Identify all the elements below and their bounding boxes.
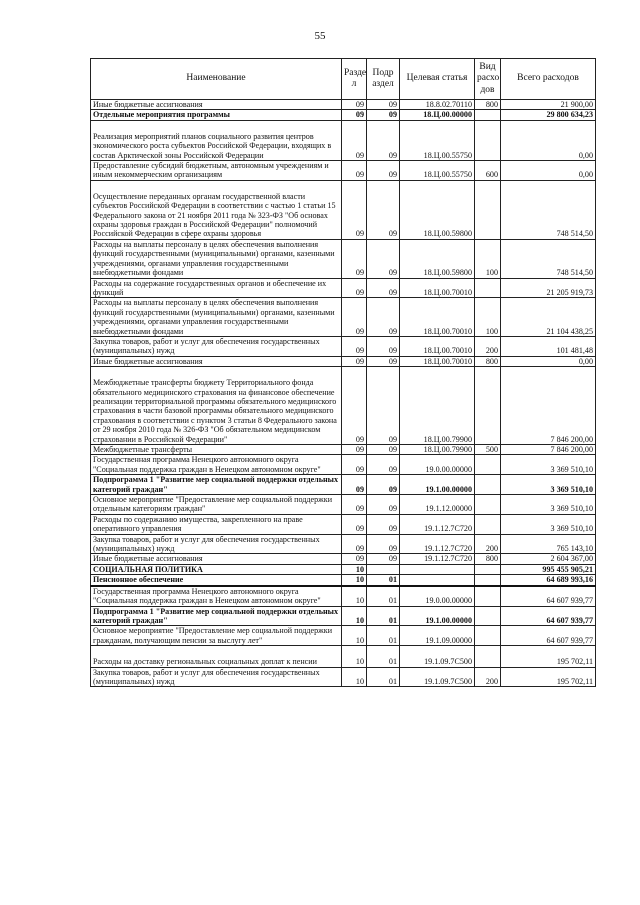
cell-article: 19.1.12.7C720 — [400, 534, 475, 554]
header-total: Всего расходов — [501, 59, 596, 100]
cell-subsection: 09 — [367, 278, 400, 298]
cell-section: 09 — [342, 336, 367, 356]
cell-name: Осуществление переданных органам государственной власти субъектов Российской Федерации в соответствии с частью 1 статьи 15 Федерального закона от 21 ноября 2011 года № 323-ФЗ "Об основах охраны здоровья граждан в Российской Федерации" полномочий Российской Федерации в сфере охраны здоровья — [91, 180, 342, 239]
table-row — [91, 298, 596, 337]
cell-section: 09 — [342, 180, 367, 239]
cell-kind: 200 — [475, 336, 501, 356]
cell-article — [400, 575, 475, 586]
cell-subsection: 09 — [367, 367, 400, 445]
cell-kind: 800 — [475, 100, 501, 110]
table-row — [91, 586, 596, 606]
cell-name: Закупка товаров, работ и услуг для обеспечения государственных (муниципальных) нужд — [91, 336, 342, 356]
cell-total: 3 369 510,10 — [501, 514, 596, 534]
cell-name: Иные бюджетные ассигнования — [91, 100, 342, 110]
cell-article: 18.Ц.00.70010 — [400, 356, 475, 366]
cell-name: Закупка товаров, работ и услуг для обеспечения государственных (муниципальных) нужд — [91, 534, 342, 554]
table-row — [91, 445, 596, 455]
cell-subsection: 09 — [367, 445, 400, 455]
cell-section: 10 — [342, 606, 367, 626]
cell-section: 09 — [342, 161, 367, 181]
table-row — [91, 564, 596, 574]
cell-article: 18.Ц.00.70010 — [400, 278, 475, 298]
cell-article: 19.1.09.7C500 — [400, 646, 475, 667]
cell-section: 10 — [342, 564, 367, 574]
cell-total: 21 205 919,73 — [501, 278, 596, 298]
cell-subsection — [367, 564, 400, 574]
cell-total: 748 514,50 — [501, 180, 596, 239]
cell-subsection: 09 — [367, 534, 400, 554]
table-row — [91, 646, 596, 667]
cell-kind: 100 — [475, 298, 501, 337]
cell-total: 748 514,50 — [501, 239, 596, 278]
cell-article: 19.1.00.00000 — [400, 606, 475, 626]
cell-article: 18.Ц.00.55750 — [400, 120, 475, 160]
cell-kind — [475, 514, 501, 534]
cell-subsection: 09 — [367, 100, 400, 110]
cell-kind: 200 — [475, 534, 501, 554]
cell-section: 09 — [342, 298, 367, 337]
table-row — [91, 495, 596, 515]
cell-total: 7 846 200,00 — [501, 445, 596, 455]
cell-name: Иные бюджетные ассигнования — [91, 356, 342, 366]
cell-article — [400, 564, 475, 574]
cell-section: 10 — [342, 626, 367, 646]
cell-section: 10 — [342, 586, 367, 606]
cell-kind: 500 — [475, 445, 501, 455]
table-row — [91, 514, 596, 534]
table-row — [91, 534, 596, 554]
cell-subsection: 09 — [367, 180, 400, 239]
cell-total: 3 369 510,10 — [501, 455, 596, 475]
cell-name: Государственная программа Ненецкого автономного округа "Социальная поддержка граждан в Ненецком автономном округе" — [91, 455, 342, 475]
cell-total: 64 607 939,77 — [501, 626, 596, 646]
cell-name: Основное мероприятие "Предоставление мер социальной поддержки отдельным категориям граждан" — [91, 495, 342, 515]
cell-total: 3 369 510,10 — [501, 475, 596, 495]
cell-name: Реализация мероприятий планов социального развития центров экономического роста субъектов Российской Федерации, входящих в состав Арктической зоны Российской Федерации — [91, 120, 342, 160]
cell-total: 21 900,00 — [501, 100, 596, 110]
cell-name: Предоставление субсидий бюджетным, автономным учреждениям и иным некоммерческим организациям — [91, 161, 342, 181]
cell-article: 18.8.02.70110 — [400, 100, 475, 110]
cell-total: 64 607 939,77 — [501, 586, 596, 606]
cell-subsection: 01 — [367, 586, 400, 606]
cell-article: 19.0.00.00000 — [400, 455, 475, 475]
cell-article: 19.1.12.7C720 — [400, 514, 475, 534]
cell-total: 2 604 367,00 — [501, 554, 596, 564]
cell-subsection: 09 — [367, 514, 400, 534]
header-article: Целевая статья — [400, 59, 475, 100]
cell-article: 18.Ц.00.70010 — [400, 298, 475, 337]
cell-subsection: 09 — [367, 110, 400, 120]
cell-section: 09 — [342, 445, 367, 455]
cell-article: 19.1.12.7C720 — [400, 554, 475, 564]
page-number: 55 — [314, 30, 326, 42]
cell-kind — [475, 475, 501, 495]
cell-section: 09 — [342, 455, 367, 475]
cell-article: 19.1.12.00000 — [400, 495, 475, 515]
cell-kind — [475, 180, 501, 239]
cell-kind — [475, 495, 501, 515]
cell-subsection: 01 — [367, 626, 400, 646]
cell-subsection: 09 — [367, 356, 400, 366]
table-row — [91, 336, 596, 356]
cell-subsection: 09 — [367, 455, 400, 475]
cell-name: Государственная программа Ненецкого автономного округа "Социальная поддержка граждан в Ненецком автономном округе" — [91, 586, 342, 606]
cell-subsection: 09 — [367, 336, 400, 356]
table-body — [91, 100, 596, 687]
cell-subsection: 01 — [367, 646, 400, 667]
cell-total: 0,00 — [501, 161, 596, 181]
cell-name: Расходы на выплаты персоналу в целях обеспечения выполнения функций государственными (муниципальными) органами, казенными учреждениями, органами управления государственными внебюджетными фондами — [91, 239, 342, 278]
cell-section: 10 — [342, 646, 367, 667]
cell-subsection: 09 — [367, 554, 400, 564]
cell-section: 09 — [342, 100, 367, 110]
cell-subsection: 09 — [367, 161, 400, 181]
table-row — [91, 606, 596, 626]
cell-subsection: 09 — [367, 475, 400, 495]
cell-total: 195 702,11 — [501, 646, 596, 667]
cell-subsection: 01 — [367, 606, 400, 626]
cell-article: 19.1.09.7C500 — [400, 667, 475, 687]
cell-kind — [475, 278, 501, 298]
cell-name: Расходы на выплаты персоналу в целях обеспечения выполнения функций государственными (муниципальными) органами, казенными учреждениями, органами управления государственными внебюджетными фондами — [91, 298, 342, 337]
table-row — [91, 120, 596, 160]
cell-kind: 800 — [475, 554, 501, 564]
cell-name: Закупка товаров, работ и услуг для обеспечения государственных (муниципальных) нужд — [91, 667, 342, 687]
table-row — [91, 239, 596, 278]
cell-name: Подпрограмма 1 "Развитие мер социальной поддержки отдельных категорий граждан" — [91, 475, 342, 495]
table-row — [91, 110, 596, 120]
cell-section: 09 — [342, 239, 367, 278]
cell-subsection: 09 — [367, 239, 400, 278]
cell-kind: 800 — [475, 356, 501, 366]
cell-section: 09 — [342, 278, 367, 298]
cell-kind — [475, 110, 501, 120]
cell-name: Расходы на содержание государственных органов и обеспечение их функций — [91, 278, 342, 298]
cell-kind: 100 — [475, 239, 501, 278]
cell-kind — [475, 575, 501, 586]
table-row — [91, 626, 596, 646]
header-name: Наименование — [91, 59, 342, 100]
cell-name: Пенсионное обеспечение — [91, 575, 342, 586]
cell-total: 195 702,11 — [501, 667, 596, 687]
cell-kind — [475, 455, 501, 475]
table-row — [91, 554, 596, 564]
cell-article: 19.0.00.00000 — [400, 586, 475, 606]
cell-article: 18.Ц.00.79900 — [400, 445, 475, 455]
cell-subsection: 09 — [367, 495, 400, 515]
table-row — [91, 575, 596, 586]
cell-section: 09 — [342, 495, 367, 515]
table-row — [91, 356, 596, 366]
cell-article: 19.1.09.00000 — [400, 626, 475, 646]
cell-name: Иные бюджетные ассигнования — [91, 554, 342, 564]
budget-table — [90, 58, 596, 687]
cell-kind — [475, 367, 501, 445]
cell-name: Основное мероприятие "Предоставление мер социальной поддержки гражданам, получающим пенсии за выслугу лет" — [91, 626, 342, 646]
cell-name: Межбюджетные трансферты бюджету Территориального фонда обязательного медицинского страхования на финансовое обеспечение реализации территориальной программы обязательного медицинского страхования в части базовой программы обязательного медицинского страхования в соответствии с пунктом 3 статьи 8 Федерального закона от 29 ноября 2010 года № 326-ФЗ "Об обязательном медицинском страховании в Российской Федерации" — [91, 367, 342, 445]
table-row — [91, 161, 596, 181]
header-subsection: Подр аздел — [367, 59, 400, 100]
cell-kind — [475, 586, 501, 606]
cell-section: 09 — [342, 120, 367, 160]
cell-subsection: 01 — [367, 575, 400, 586]
cell-total: 101 481,48 — [501, 336, 596, 356]
table-row — [91, 180, 596, 239]
cell-total: 64 607 939,77 — [501, 606, 596, 626]
cell-section: 09 — [342, 110, 367, 120]
cell-total: 21 104 438,25 — [501, 298, 596, 337]
header-section: Разде л — [342, 59, 367, 100]
table-row — [91, 667, 596, 687]
cell-total: 0,00 — [501, 356, 596, 366]
cell-name: Межбюджетные трансферты — [91, 445, 342, 455]
cell-total: 765 143,10 — [501, 534, 596, 554]
cell-article: 18.Ц.00.55750 — [400, 161, 475, 181]
cell-article: 18.Ц.00.79900 — [400, 367, 475, 445]
cell-total: 3 369 510,10 — [501, 495, 596, 515]
cell-kind — [475, 626, 501, 646]
cell-kind — [475, 646, 501, 667]
cell-subsection: 09 — [367, 120, 400, 160]
cell-article: 19.1.00.00000 — [400, 475, 475, 495]
cell-section: 10 — [342, 667, 367, 687]
cell-subsection: 01 — [367, 667, 400, 687]
cell-total: 7 846 200,00 — [501, 367, 596, 445]
cell-kind: 200 — [475, 667, 501, 687]
table-row — [91, 367, 596, 445]
cell-section: 09 — [342, 475, 367, 495]
cell-section: 09 — [342, 534, 367, 554]
header-row — [91, 59, 596, 100]
cell-kind — [475, 564, 501, 574]
cell-section: 09 — [342, 367, 367, 445]
cell-total: 0,00 — [501, 120, 596, 160]
cell-subsection: 09 — [367, 298, 400, 337]
cell-article: 18.Ц.00.00000 — [400, 110, 475, 120]
cell-article: 18.Ц.00.59800 — [400, 180, 475, 239]
cell-name: Расходы на доставку региональных социальных доплат к пенсии — [91, 646, 342, 667]
cell-kind: 600 — [475, 161, 501, 181]
cell-section: 09 — [342, 554, 367, 564]
cell-name: Подпрограмма 1 "Развитие мер социальной поддержки отдельных категорий граждан" — [91, 606, 342, 626]
cell-total: 995 455 905,21 — [501, 564, 596, 574]
table-row — [91, 278, 596, 298]
table-row — [91, 100, 596, 110]
table-row — [91, 475, 596, 495]
cell-kind — [475, 120, 501, 160]
header-kind: Вид расхо дов — [475, 59, 501, 100]
table-row — [91, 455, 596, 475]
cell-name: Отдельные мероприятия программы — [91, 110, 342, 120]
cell-article: 18.Ц.00.59800 — [400, 239, 475, 278]
cell-name: Расходы по содержанию имущества, закрепленного на праве оперативного управления — [91, 514, 342, 534]
cell-total: 64 689 993,16 — [501, 575, 596, 586]
cell-name: СОЦИАЛЬНАЯ ПОЛИТИКА — [91, 564, 342, 574]
cell-section: 09 — [342, 514, 367, 534]
cell-section: 09 — [342, 356, 367, 366]
cell-section: 10 — [342, 575, 367, 586]
cell-article: 18.Ц.00.70010 — [400, 336, 475, 356]
cell-kind — [475, 606, 501, 626]
cell-total: 29 800 634,23 — [501, 110, 596, 120]
